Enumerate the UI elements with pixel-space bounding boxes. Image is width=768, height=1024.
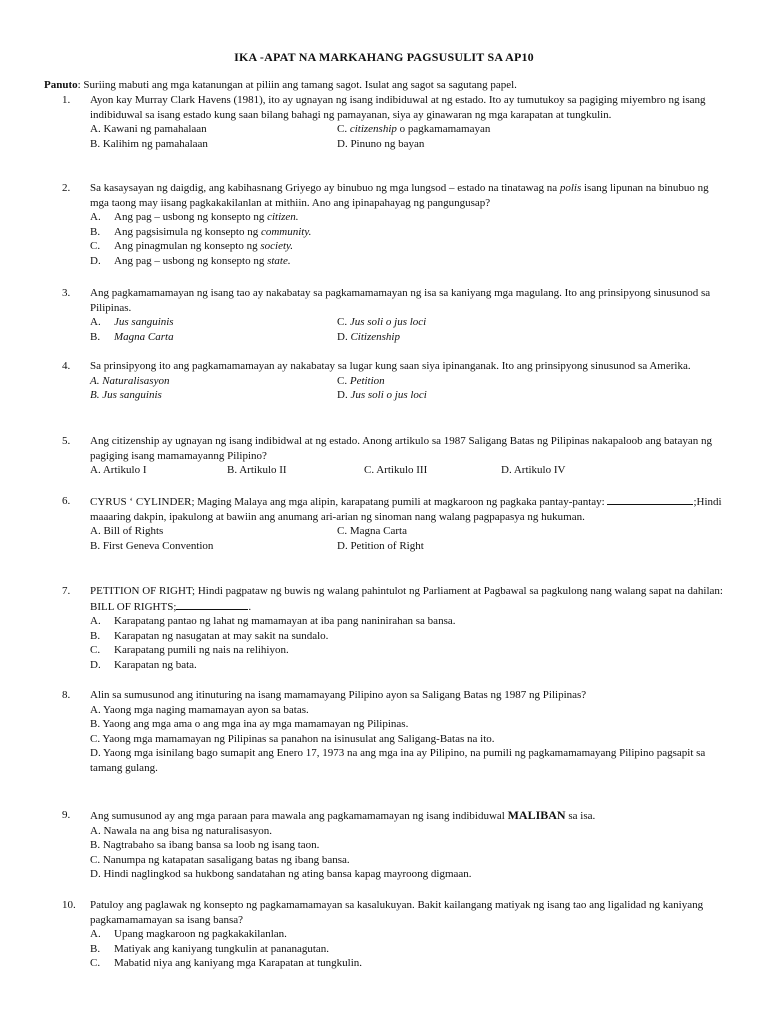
choice-a: A. Yaong mga naging mamamayan ayon sa batas. (90, 703, 309, 716)
choice-c: C. Karapatang pumili ng nais na relihiyon. (90, 644, 289, 657)
choices (90, 374, 730, 403)
question-number: 3. (62, 287, 71, 299)
choice-b: B. Magna Carta (90, 330, 174, 343)
question-number: 7. (62, 585, 71, 597)
question-text: Ang sumusunod ay ang mga paraan para mawala ang pagkamamamayan ng isang indibiduwal MALIBAN sa isa. (90, 808, 596, 822)
instructions (44, 78, 734, 93)
question-10 (62, 898, 730, 971)
choice-b: B. Ang pagsisimula ng konsepto ng community. (90, 225, 312, 238)
choice-b: B. Matiyak ang kaniyang tungkulin at pananagutan. (90, 942, 330, 955)
choice-a: A. Naturalisasyon (90, 374, 170, 387)
choice-d: D. Hindi naglingkod sa hukbong sandatahan ng ating bansa kapag mayroong digmaan. (90, 868, 472, 881)
question-number: 8. (62, 689, 71, 701)
choice-b: B. Nagtrabaho sa ibang bansa sa loob ng isang taon. (90, 839, 320, 852)
choice-b: B. Kalihim ng pamahalaan (90, 137, 208, 150)
question-text: Ang pagkamamamayan ng isang tao ay nakabatay sa pagkamamamayan ng isa sa kaniyang mga magulang. Ito ang prinsipyong sinusunod sa Pilipinas. (90, 287, 711, 314)
choices (90, 824, 730, 882)
question-8 (62, 688, 730, 776)
choice-d: D. Ang pag – usbong ng konsepto ng state. (90, 254, 291, 267)
instructions-label: Panuto (44, 79, 78, 91)
choice-d: D. Yaong mga isinilang bago sumapit ang Enero 17, 1973 na ang mga ina ay Pilipino, na pumili ng pagkamamamayang Pilipino pagsapit sa tamang gulang. (90, 747, 706, 774)
choices (90, 614, 730, 672)
answer-blank (607, 494, 693, 505)
question-number: 9. (62, 809, 71, 821)
choice-c: C. Nanumpa ng katapatan sasaligang batas ng ibang bansa. (90, 853, 350, 866)
choice-d: D. Jus soli o jus loci (337, 389, 427, 402)
choice-b: B. Artikulo II (227, 464, 287, 477)
question-text: Alin sa sumusunod ang itinuturing na isang mamamayang Pilipino ayon sa Saligang Batas ng 1987 ng Pilipinas? (90, 689, 587, 701)
choice-d: D. Citizenship (337, 330, 400, 343)
choice-a: A. Ang pag – usbong ng konsepto ng citizen. (90, 211, 299, 224)
choice-c: C. Ang pinagmulan ng konsepto ng society. (90, 240, 294, 253)
choice-a: A. Jus sanguinis (90, 316, 174, 329)
choice-b: B. Yaong ang mga ama o ang mga ina ay mga mamamayan ng Pilipinas. (90, 718, 409, 731)
choice-b: B. Jus sanguinis (90, 389, 162, 402)
choice-c: C. Mabatid niya ang kaniyang mga Karapatan at tungkulin. (90, 957, 363, 970)
choices (90, 210, 730, 268)
choice-d: D. Karapatan ng bata. (90, 658, 197, 671)
question-text: Sa prinsipyong ito ang pagkamamamayan ay nakabatay sa lugar kung saan siya ipinanganak. Ito ang prinsipyong sinusunod sa Amerika. (90, 360, 691, 372)
question-9 (62, 808, 730, 882)
choice-c: C. Jus soli o jus loci (337, 316, 427, 329)
choice-b: B. Karapatan ng nasugatan at may sakit na sundalo. (90, 629, 329, 642)
question-number: 1. (62, 94, 71, 106)
choice-c: C. Petition (337, 374, 385, 387)
choices (90, 122, 730, 151)
question-2 (62, 181, 730, 269)
question-text: PETITION OF RIGHT; Hindi pagpataw ng buwis ng walang pahintulot ng Parliament at Pagbawal sa pagkulong nang walang sapat na dahilan: BILL OF RIGHTS; . (90, 585, 723, 613)
choices (90, 927, 730, 971)
question-number: 6. (62, 495, 71, 507)
choice-d: D. Petition of Right (337, 539, 424, 552)
question-6 (62, 494, 730, 553)
choice-d: D. Pinuno ng bayan (337, 137, 425, 150)
question-text: Sa kasaysayan ng daigdig, ang kabihasnang Griyego ay binubuo ng mga lungsod – estado na tinatawag na polis isang lipunan na binubuo ng mga taong may iisang pagkakakilanlan at mithiin. Ano ang ipinapahayag ng pangungusap? (90, 182, 709, 209)
question-text: CYRUS ‘ CYLINDER; Maging Malaya ang mga alipin, karapatang pumili at magkaroon ng pagkaka pantay-pantay: ;Hindi maaaring dakpin, ipakulong at bawiin ang anumang ari-arian ng sinoman nang walang pagpapasya ng hukuman. (90, 496, 722, 523)
exam-title: IKA -APAT NA MARKAHANG PAGSUSULIT SA AP10 (234, 50, 534, 64)
question-text: Patuloy ang paglawak ng konsepto ng pagkamamamayan sa kasalukuyan. Bakit kailangang matiyak ng isang tao ang ligalidad ng kaniyang pagkamamamayan sa isang bansa? (90, 899, 704, 926)
question-7 (62, 584, 730, 673)
choice-c: C. Magna Carta (337, 525, 407, 538)
instructions-text: : Suriing mabuti ang mga katanungan at piliin ang tamang sagot. Isulat ang sagot sa sagutang papel. (77, 79, 517, 91)
choice-c: C. Yaong mga mamamayan ng Pilipinas sa panahon na isinusulat ang Saligang-Batas na ito. (90, 732, 495, 745)
question-text: Ayon kay Murray Clark Havens (1981), ito ay ugnayan ng isang indibiduwal at ng estado. Ito ay tumutukoy sa pagiging miyembro ng isang indibiduwal sa isang estado kung saan bilang bahagi ng pamayanan, siya ay ginawaran ng mga karapatan at tungkulin. (90, 94, 706, 121)
choice-c: C. Artikulo III (364, 464, 428, 477)
choice-a: A. Bill of Rights (90, 525, 164, 538)
choice-a: A. Upang magkaroon ng pagkakakilanlan. (90, 928, 287, 941)
question-5 (62, 434, 730, 478)
choice-a: A. Nawala na ang bisa ng naturalisasyon. (90, 824, 273, 837)
question-number: 2. (62, 182, 71, 194)
question-text: Ang citizenship ay ugnayan ng isang indibidwal at ng estado. Anong artikulo sa 1987 Saligang Batas ng Pilipinas nakapaloob ang batayan ng pagiging isang mamamayanng Pilipino? (90, 435, 712, 462)
choice-a: A. Artikulo I (90, 464, 147, 477)
choices (90, 703, 730, 776)
answer-blank (176, 599, 248, 610)
question-number: 4. (62, 360, 71, 372)
choices (90, 524, 730, 553)
choice-a: A. Kawani ng pamahalaan (90, 123, 207, 136)
question-3 (62, 286, 730, 344)
choice-a: A. Karapatang pantao ng lahat ng mamamayan at iba pang naninirahan sa bansa. (90, 615, 456, 628)
question-number: 10. (62, 899, 76, 911)
choice-b: B. First Geneva Convention (90, 539, 214, 552)
choice-c: C. citizenship o pagkamamamayan (337, 123, 491, 136)
choices (90, 315, 730, 344)
question-4 (62, 359, 730, 403)
choices (90, 463, 730, 478)
question-number: 5. (62, 435, 71, 447)
question-1 (62, 93, 730, 151)
choice-d: D. Artikulo IV (501, 464, 566, 477)
